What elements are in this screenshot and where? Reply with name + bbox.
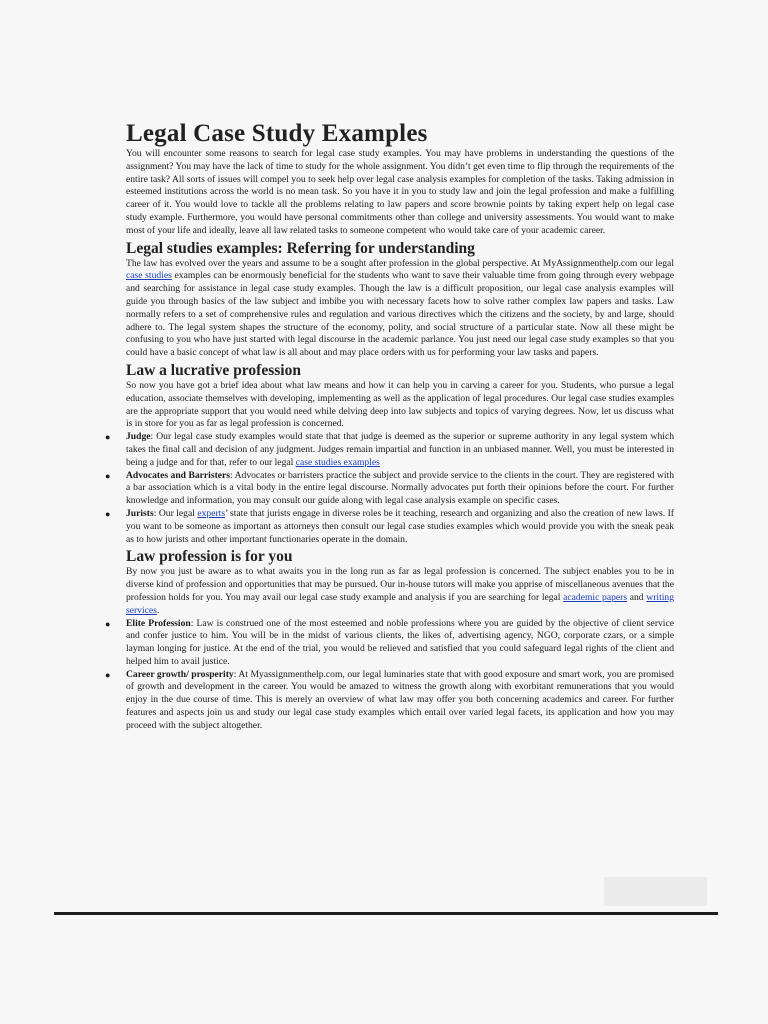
case-studies-examples-link[interactable]: case studies examples	[295, 456, 380, 468]
intro-paragraph: You will encounter some reasons to search for legal case study examples. You may have problems in understanding the questions of the assignment? You may have the lack of time to study for the whole assignment. You didn’t get even time to flip through the requirements of the entire task? All sorts of issues will compel you to seek help over legal case analysis examples for completion of the tasks. Taking admission in esteemed institutions across the world is no mean task. So you have it in you to study law and join the legal profession and make a fulfilling career of it. You would love to tackle all the problems relating to law papers and score brownie points by taking expert help on legal case study example. Furthermore, you would have personal commitments other than college and university assessments. You would want to make most of your life and ideally, leave all law related tasks to someone competent who would take care of your academic career.	[126, 148, 674, 236]
document-page	[105, 120, 674, 733]
experts-link[interactable]: experts	[197, 507, 226, 519]
list-item: ● Elite Profession: Law is construed one of the most esteemed and noble professions where you are guided by the objective of client service and confer justice to him. You will be in the midst of various clients, the likes of, advertising agency, NGO, corporate czars, or a simple layman longing for justice. At the end of the trial, you would be relieved and satisfied that you could safeguard legal rights of the client and helped him to avail justice.	[105, 617, 674, 667]
bullet-icon: ●	[105, 432, 111, 443]
section1-paragraph: The law has evolved over the years and assume to be a sought after profession in the global perspective. At MyAssignmenthelp.com our legal case studies examples can be enormously beneficial for the students who want to save their valuable time from going through every webpage and searching for assistance in legal case study examples. Though the law is a difficult proposition, our legal case analysis examples will guide you through basics of the law subject and imbibe you with necessary facets how to solve rather complex law papers and tasks. Law normally refers to a set of comprehensive rules and regulation and various directives which the citizens and the society, by and large, should adhere to. The legal system shapes the structure of the economy, polity, and social structure of a particular state. Now all these might be confusing to you who have just started with legal discourse in the academic parlance. You just need our legal case study examples so that you could have a basic concept of what law is all about and may place orders with us for performing your law tasks and papers.	[126, 257, 674, 359]
document-title: Legal Case Study Examples	[126, 120, 428, 147]
section2-heading: Law a lucrative profession	[126, 361, 301, 379]
list-item: ● Career growth/ prosperity: At Myassignmenthelp.com, our legal luminaries state that with good exposure and smart work, you are promised of growth and development in the career. You would be amazed to witness the growth along with exorbitant remunerations that you would enjoy in the due course of time. This is merely an overview of what law may offer you both concerning academics and career. For further features and aspects join us and study our legal case study examples which entail over varied legal facets, its application and how you may proceed with the subject altogether.	[105, 668, 674, 731]
section3-bullet-list	[105, 617, 674, 733]
bullet-icon: ●	[105, 508, 111, 519]
section2-bullet-list	[105, 431, 674, 546]
section2-paragraph: So now you have got a brief idea about what law means and how it can help you in carving a career for you. Students, who pursue a legal education, associate themselves with developing, implementing as well as the application of legal procedures. Our legal case studies examples are the appropriate support that you would need while delving deep into law subjects and topics of varying degrees. Now, let us discuss what is in store for you as far as legal profession is concerned.	[126, 379, 674, 430]
section1-heading: Legal studies examples: Referring for understanding	[126, 239, 475, 257]
footer-placeholder-box	[604, 877, 707, 906]
case-studies-link[interactable]: case studies	[126, 270, 172, 282]
section3-heading: Law profession is for you	[126, 548, 293, 566]
writing-services-link[interactable]: writing services	[126, 591, 674, 616]
list-item: ● Advocates and Barristers: Advocates or barristers practice the subject and provide service to the clients in the court. They are registered with a bar association which is a vital body in the entire legal discourse. Normally advocates put forth their opinions before the court. For further knowledge and information, you may consult our guide along with legal case analysis example on specific cases.	[105, 469, 674, 507]
list-item: ● Jurists: Our legal experts’ state that jurists engage in diverse roles be it teaching, research and organizing and also the creation of new laws. If you want to be someone as important as attorneys then consult our legal case studies examples which would provide you with the sneak peak as to how jurists and other important functionaries operate in the domain.	[105, 507, 674, 545]
section3-paragraph: By now you just be aware as to what awaits you in the long run as far as legal profession is concerned. The subject enables you to be in diverse kind of profession and opportunities that may be pursued. Our in-house tutors will make you apprise of miscellaneous avenues that the profession holds for you. You may avail our legal case study example and analysis if you are searching for legal academic papers and writing services.	[126, 566, 674, 616]
bullet-icon: ●	[105, 618, 111, 629]
footer-divider	[54, 912, 718, 915]
academic-papers-link[interactable]: academic papers	[563, 591, 628, 603]
list-item: ● Judge: Our legal case study examples would state that that judge is deemed as the superior or supreme authority in any legal system which takes the final call and decision of any judgment. Judges remain impartial and function in an unbiased manner. Well, you must be interested in being a judge and for that, refer to our legal case studies examples	[105, 431, 674, 468]
bullet-icon: ●	[105, 669, 111, 680]
bullet-icon: ●	[105, 470, 111, 481]
